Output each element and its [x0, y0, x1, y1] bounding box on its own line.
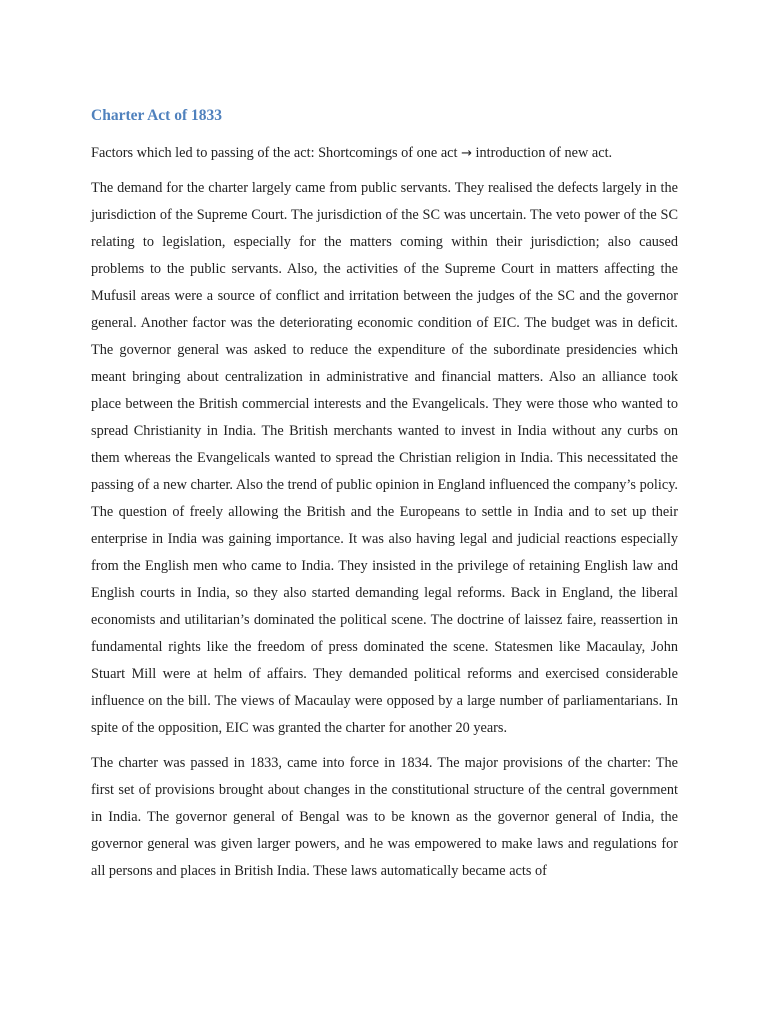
document-heading: Charter Act of 1833 — [91, 107, 223, 124]
paragraph-demand: The demand for the charter largely came from public servants. They realised the defects largely in the jurisdiction of the Supreme Court. The jurisdiction of the SC was uncertain. The veto power of the SC relating to legislation, especially for the matters coming within their jurisdiction; also caused problems to the public servants. Also, the activities of the Supreme Court in matters affecting the Mufusil areas were a source of conflict and irritation between the judges of the SC and the governor general. Another factor was the deteriorating economic condition of EIC. The budget was in deficit. The governor general was asked to reduce the expenditure of the subordinate presidencies which meant bringing about centralization in administrative and financial matters. Also an alliance took place between the British commercial interests and the Evangelicals. They were those who wanted to spread Christianity in India. The British merchants wanted to invest in India without any curbs on them whereas the Evangelicals wanted to spread the Christian religion in India. This necessitated the passing of a new charter. Also the trend of public opinion in England influenced the company’s policy. The question of freely allowing the British and the Europeans to settle in India and to set up their enterprise in India was gaining importance. It was also having legal and judicial reactions especially from the English men who came to India. They insisted in the privilege of retaining English law and English courts in India, so they also started demanding legal reforms. Back in England, the liberal economists and utilitarian’s dominated the political scene. The doctrine of laissez faire, reassertion in fundamental rights like the freedom of press dominated the scene. Statesmen like Macaulay, John Stuart Mill were at helm of affairs. They demanded political reforms and exercised considerable influence on the bill. The views of Macaulay were opposed by a large number of parliamentarians. In spite of the opposition, EIC was granted the charter for another 20 years. — [91, 180, 678, 736]
factors-line-continuation: introduction of new act. — [471, 145, 613, 161]
paragraph-provisions: The charter was passed in 1833, came into force in 1834. The major provisions of the charter: The first set of provisions brought about changes in the constitutional structure of the central government in India. The governor general of Bengal was to be known as the governor general of India, the governor general was given larger powers, and he was empowered to make laws and regulations for all persons and places in British India. These laws automatically became acts of — [91, 755, 678, 879]
right-arrow-icon: → — [461, 146, 472, 161]
document-body — [91, 106, 678, 893]
factors-line-text: Factors which led to passing of the act: Shortcomings of one act — [91, 145, 462, 161]
factors-line — [91, 140, 678, 167]
